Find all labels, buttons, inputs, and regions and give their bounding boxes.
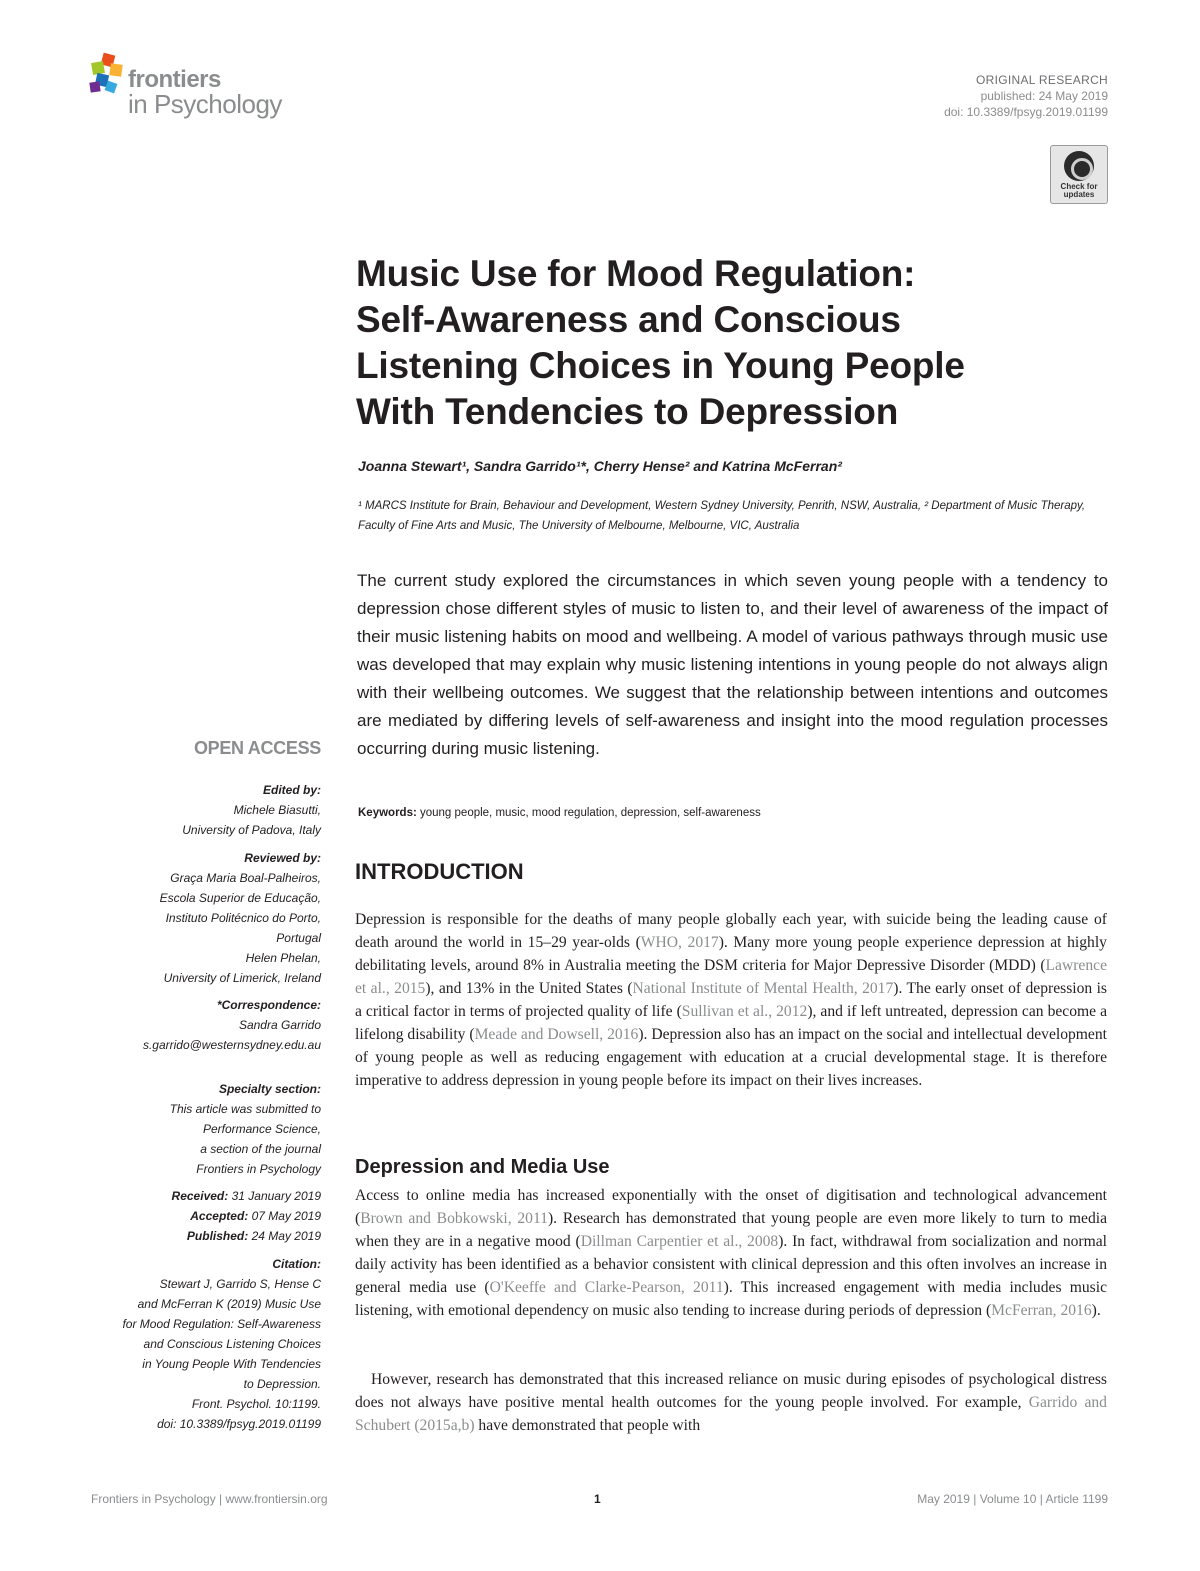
keywords (358, 807, 761, 819)
media-text-5: ). (1091, 1302, 1101, 1319)
intro-text-4: ). The early onset of depression is a critical factor in terms of projected quality of life ( (355, 980, 1108, 1020)
specialty-label: Specialty section: (218, 1082, 321, 1096)
reviewer-1-line-4: Portugal (276, 931, 321, 945)
citation-line-1: Stewart J, Garrido S, Hense C (159, 1277, 321, 1291)
title-line-2: Self-Awareness and Conscious (356, 299, 901, 340)
citation-link[interactable]: Lawrence et al., 2015 (355, 957, 1107, 997)
received-label: Received: (171, 1189, 229, 1203)
published-date: published: 24 May 2019 (980, 89, 1108, 103)
title-line-1: Music Use for Mood Regulation: (356, 253, 916, 294)
media-text-2: ). Research has demonstrated that young people are even more likely to turn to media when they are in a negative mood ( (355, 1210, 1107, 1250)
check-updates-icon (1064, 151, 1094, 181)
correspondence-label: *Correspondence: (216, 998, 321, 1012)
logo-journal-text: in Psychology (128, 89, 282, 119)
accepted-date (91, 1206, 321, 1226)
frontiers-logo-icon (88, 52, 132, 100)
media-text-1: Access to online media has increased exponentially with the onset of digitisation and technological advancement ( (355, 1187, 1107, 1227)
specialty-line-4: Frontiers in Psychology (196, 1162, 321, 1176)
correspondence-name: Sandra Garrido (238, 1018, 321, 1032)
citation-link[interactable]: Meade and Dowsell, 2016 (474, 1026, 639, 1043)
intro-text-2: ). Many more young people experience depression at highly debilitating levels, around 8% in Australia meeting the DSM criteria for Major Depressive Disorder (MDD) ( (355, 934, 1107, 974)
citation-link[interactable]: McFerran, 2016 (991, 1302, 1092, 1319)
citation-line-2: and McFerran K (2019) Music Use (137, 1297, 321, 1311)
citation-line-6: to Depression. (243, 1377, 321, 1391)
citation-link[interactable]: Dillman Carpentier et al., 2008 (580, 1233, 779, 1250)
section-heading-depression-media: Depression and Media Use (355, 1156, 610, 1178)
editor-block (91, 780, 321, 840)
correspondence-block (91, 995, 321, 1055)
reviewer-1-line-1: Graça Maria Boal-Palheiros, (170, 871, 321, 885)
published-date-sidebar (91, 1226, 321, 1246)
published-value: 24 May 2019 (251, 1229, 321, 1243)
media-p2-text-2: have demonstrated that people with (474, 1417, 701, 1434)
intro-text-3: ), and 13% in the United States ( (425, 980, 633, 997)
media-p2-text-1: However, research has demonstrated that this increased reliance on music during episodes of psychological distress does not always have positive mental health outcomes for the young people involved. For example, (355, 1371, 1107, 1411)
citation-line-5: in Young People With Tendencies (142, 1357, 321, 1371)
edited-by-label: Edited by: (262, 783, 321, 797)
citation-block (91, 1254, 321, 1434)
reviewed-by-label: Reviewed by: (244, 851, 321, 865)
media-text-4: ). This increased engagement with media includes music listening, with emotional dependency on music also tending to increase during periods of depression ( (355, 1279, 1107, 1319)
journal-logo (88, 48, 328, 128)
citation-label: Citation: (272, 1257, 321, 1271)
title-line-4: With Tendencies to Depression (356, 391, 899, 432)
correspondence-email[interactable]: s.garrido@westernsydney.edu.au (142, 1038, 321, 1052)
dates-block (91, 1186, 321, 1246)
abstract: The current study explored the circumstances in which seven young people with a tendency to depression chose different styles of music to listen to, and their level of awareness of the impact of their music listening habits on mood and wellbeing. A model of various pathways through music use was developed that may explain why music listening intentions in young people do not always align with their wellbeing outcomes. We suggest that the relationship between intentions and outcomes are mediated by differing levels of self-awareness and insight into the mood regulation processes occurring during music listening. (357, 571, 1108, 758)
article-doi[interactable]: doi: 10.3389/fpsyg.2019.01199 (944, 105, 1108, 119)
section-heading-introduction: INTRODUCTION (355, 859, 524, 884)
citation-link[interactable]: Sullivan et al., 2012 (681, 1003, 808, 1020)
footer-page-number: 1 (594, 1492, 601, 1506)
published-label: Published: (186, 1229, 249, 1243)
editor-affiliation: University of Padova, Italy (182, 823, 321, 837)
keywords-label: Keywords: (358, 807, 417, 819)
media-paragraph-2 (355, 1368, 1107, 1437)
affiliations: ¹ MARCS Institute for Brain, Behaviour and Development, Western Sydney University, Penrith, NSW, Australia, ² Department of Music Therapy, Faculty of Fine Arts and Music, The University of Melbourne, Melbourne, VIC, Australia (358, 500, 1086, 532)
citation-link[interactable]: National Institute of Mental Health, 2017 (632, 980, 894, 997)
editor-name: Michele Biasutti, (233, 803, 321, 817)
citation-link[interactable]: Garrido and Schubert (2015a,b) (355, 1394, 1107, 1434)
logo-frontiers-text: frontiers (128, 66, 221, 93)
keywords-value: young people, music, mood regulation, depression, self-awareness (420, 807, 761, 819)
media-text-3: ). In fact, withdrawal from socialization and normal daily activity has been identified as a behavior consistent with clinical depression and this often involves an increase in general media use ( (355, 1233, 1107, 1296)
specialty-line-3: a section of the journal (200, 1142, 321, 1156)
citation-link[interactable]: Brown and Bobkowski, 2011 (360, 1210, 548, 1227)
reviewer-2-line-2: University of Limerick, Ireland (163, 971, 321, 985)
received-value: 31 January 2019 (231, 1189, 321, 1203)
article-type: ORIGINAL RESEARCH (975, 73, 1108, 87)
specialty-block (91, 1079, 321, 1179)
citation-line-3: for Mood Regulation: Self-Awareness (122, 1317, 321, 1331)
reviewer-2-line-1: Helen Phelan, (245, 951, 321, 965)
specialty-line-1: This article was submitted to (169, 1102, 321, 1116)
intro-text-1: Depression is responsible for the deaths of many people globally each year, with suicide being the leading cause of death around the world in 15–29 year-olds ( (355, 911, 1107, 951)
intro-text-5: ), and if left untreated, depression can become a lifelong disability ( (355, 1003, 1108, 1043)
accepted-value: 07 May 2019 (251, 1209, 321, 1223)
reviewer-1-line-3: Instituto Politécnico do Porto, (165, 911, 321, 925)
intro-paragraph (355, 908, 1107, 1092)
article-meta (944, 72, 1108, 120)
citation-line-7: Front. Psychol. 10:1199. (191, 1397, 321, 1411)
intro-text-6: ). Depression also has an impact on the social and intellectual development of young people as well as reducing engagement with education at a crucial developmental stage. It is therefore imperative to address depression in young people before its impact on their lives increases. (355, 1026, 1107, 1089)
accepted-label: Accepted: (190, 1209, 249, 1223)
footer-issue-info: May 2019 | Volume 10 | Article 1199 (917, 1492, 1108, 1506)
citation-link[interactable]: WHO, 2017 (640, 934, 719, 951)
author-list: Joanna Stewart¹, Sandra Garrido¹*, Cherry Hense² and Katrina McFerran² (358, 458, 842, 474)
check-updates-label: Check for updates (1060, 182, 1098, 199)
citation-line-4: and Conscious Listening Choices (143, 1337, 321, 1351)
reviewer-1-line-2: Escola Superior de Educação, (159, 891, 321, 905)
open-access-label: OPEN ACCESS (193, 738, 321, 758)
citation-line-8[interactable]: doi: 10.3389/fpsyg.2019.01199 (157, 1417, 321, 1431)
received-date (91, 1186, 321, 1206)
reviewers-block (91, 848, 321, 988)
title-line-3: Listening Choices in Young People (356, 345, 965, 386)
article-title (356, 251, 1116, 435)
citation-link[interactable]: O'Keeffe and Clarke-Pearson, 2011 (489, 1279, 724, 1296)
check-for-updates-badge[interactable] (1050, 145, 1108, 204)
footer-journal[interactable]: Frontiers in Psychology | www.frontiersin.org (91, 1492, 328, 1506)
specialty-line-2: Performance Science, (202, 1122, 321, 1136)
media-paragraph-1 (355, 1184, 1107, 1322)
